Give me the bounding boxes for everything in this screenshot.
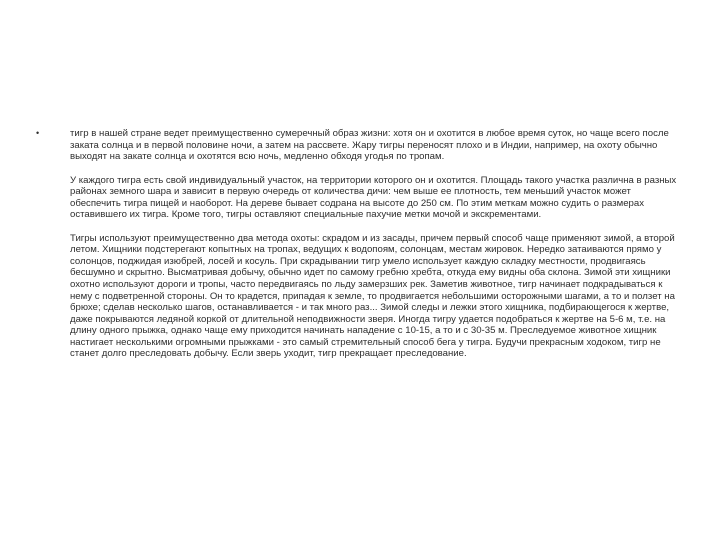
paragraph-hunting: Тигры используют преимущественно два метода охоты: скрадом и из засады, причем первый способ чаще применяют зимой, а второй летом. Хищники подстерегают копытных на тропах, ведущих к водопоям, солонцам, местам жировок. Нередко затаиваются прямо у солонцов, поджидая изюбрей, лосей и косуль. При скрадывании тигр умело использует каждую складку местности, продвигаясь бесшумно и скрытно. Высматривая добычу, обычно идет по самому гребню хребта, откуда ему видны оба склона. Зимой эти хищники охотно используют дороги и тропы, часто передвигаясь по льду замерзших рек. Заметив животное, тигр начинает подкрадываться к нему с подветренной стороны. Он то крадется, припадая к земле, то продвигается небольшими осторожными шагами, а то и ползет на брюхе; сделав несколько шагов, останавливается - и так много раз... Зимой следы и лежки этого хищника, подбирающегося к жертве, даже покрываются ледяной коркой от длительной неподвижности зверя. Иногда тигру удается подобраться к жертве на 5-6 м, т.е. на длину одного прыжка, однако чаще ему приходится начинать нападение с 10-15, а то и с 30-35 м. Преследуемое животное хищник настигает несколькими огромными прыжками - это самый стремительный способ бега у тигра. Будучи прекрасным ходоком, тигр не станет долго преследовать добычу. Если зверь уходит, тигр прекращает преследование. <box>70 232 675 360</box>
bullet-marker: • <box>36 128 40 138</box>
text-content <box>70 128 680 372</box>
paragraph-activity: тигр в нашей стране ведет преимущественно сумеречный образ жизни: хотя он и охотится в любое время суток, но чаще всего после заката солнца и в первой половине ночи, а затем на рассвете. Жару тигры переносят плохо и в Индии, например, на охоту обычно выходят на закате солнца и охотятся всю ночь, медленно обходя угодья по тропам. <box>70 128 669 163</box>
paragraph-territory: У каждого тигра есть свой индивидуальный участок, на территории которого он и охотится. Площадь такого участка различна в разных районах земного шара и зависит в первую очередь от количества дичи: чем выше ее плотность, тем меньший участок может обеспечить тигра пищей и наоборот. На дереве бывает содрана на высоте до 250 см. По этим меткам можно судить о размерах оставившего их тигра. Кроме того, тигры оставляют специальные пахучие метки мочой и экскрементами. <box>70 174 677 221</box>
